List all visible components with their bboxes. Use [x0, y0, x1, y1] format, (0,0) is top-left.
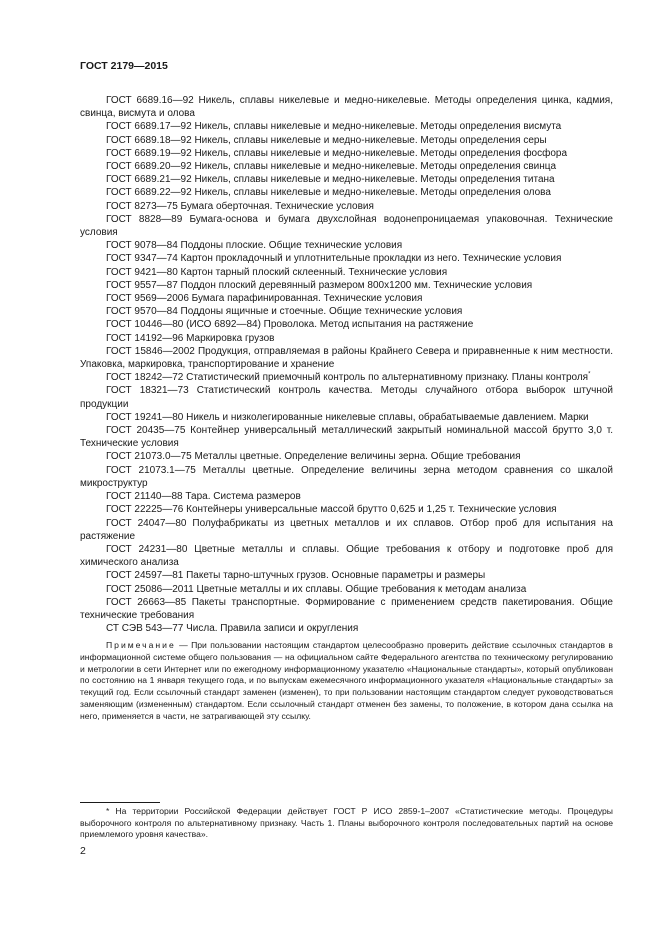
- ref-item: ГОСТ 24231—80 Цветные металлы и сплавы. Общие требования к отбору и подготовке проб для химического анализа: [80, 543, 613, 569]
- ref-item: ГОСТ 6689.22—92 Никель, сплавы никелевые и медно-никелевые. Методы определения олова: [106, 187, 551, 199]
- ref-item: ГОСТ 8828—89 Бумага-основа и бумага двухслойная водонепроницаемая упаковочная. Технические условия: [80, 213, 613, 239]
- footnote: * На территории Российской Федерации действует ГОСТ Р ИСО 2859-1–2007 «Статистические методы. Процедуры выборочного контроля по альтернативному признаку. Часть 1. Планы выборочного контроля последовательных партий на основе приемлемого уровня качества».: [80, 806, 613, 840]
- note-text: — При пользовании настоящим стандартом целесообразно проверить действие ссылочных стандартов в информационной системе общего пользования — на официальном сайте Федерального агентства по техническому регулированию и метрологии в сети Интернет или по ежегодному информационному указателю «Национальные стандарты», который опубликован по состоянию на 1 января текущего года, и по выпускам ежемесячного информационного указателя «Национальные стандарты» за текущий год. Если ссылочный стандарт заменен (изменен), то при пользовании настоящим стандартом следует руководствоваться заменяющим (измененным) стандартом. Если ссылочный стандарт отменен без замены, то положение, в котором дана ссылка на него, применяется в части, не затрагивающей эту ссылку.: [80, 640, 613, 721]
- ref-item: ГОСТ 18321—73 Статистический контроль качества. Методы случайного отбора выборок штучной продукции: [80, 385, 613, 410]
- ref-item: СТ СЭВ 543—77 Числа. Правила записи и округления: [106, 623, 359, 635]
- ref-item: ГОСТ 25086—2011 Цветные металлы и их сплавы. Общие требования к методам анализа: [106, 583, 527, 595]
- ref-item: ГОСТ 9557—87 Поддон плоский деревянный размером 800x1200 мм. Технические условия: [106, 279, 533, 291]
- ref-item: ГОСТ 6689.19—92 Никель, сплавы никелевые и медно-никелевые. Методы определения фосфора: [106, 147, 568, 159]
- page-number: 2: [80, 845, 86, 857]
- ref-item: ГОСТ 8273—75 Бумага оберточная. Технические условия: [106, 200, 374, 212]
- ref-item: ГОСТ 6689.16—92 Никель, сплавы никелевые и медно-никелевые. Методы определения цинка, кадмия, свинца, висмута и олова: [80, 95, 613, 120]
- references-list: [80, 94, 613, 722]
- ref-item: ГОСТ 9078—84 Поддоны плоские. Общие технические условия: [106, 240, 403, 252]
- ref-item: ГОСТ 10446—80 (ИСО 6892—84) Проволока. Метод испытания на растяжение: [106, 319, 474, 331]
- note-label: Примечание: [106, 640, 176, 651]
- ref-item: ГОСТ 20435—75 Контейнер универсальный металлический закрытый номинальной массой брутто 3,0 т. Технические условия: [80, 425, 613, 450]
- ref-item: ГОСТ 26663—85 Пакеты транспортные. Формирование с применением средств пакетирования. Общие технические требования: [80, 596, 613, 621]
- ref-item: ГОСТ 9347—74 Картон прокладочный и уплотнительные прокладки из него. Технические условия: [106, 253, 562, 265]
- ref-item-footnoted: [80, 371, 613, 384]
- ref-item: ГОСТ 9421—80 Картон тарный плоский склеенный. Технические условия: [106, 266, 448, 278]
- ref-item: ГОСТ 6689.21—92 Никель, сплавы никелевые и медно-никелевые. Методы определения титана: [106, 174, 555, 186]
- ref-item: ГОСТ 6689.20—92 Никель, сплавы никелевые и медно-никелевые. Методы определения свинца: [106, 161, 557, 173]
- ref-item: ГОСТ 9570—84 Поддоны ящичные и стоечные. Общие технические условия: [106, 306, 463, 318]
- ref-item: ГОСТ 24047—80 Полуфабрикаты из цветных металлов и их сплавов. Отбор проб для испытания на растяжение: [80, 517, 613, 542]
- footnote-marker: *: [588, 371, 591, 378]
- ref-item: ГОСТ 14192—96 Маркировка грузов: [106, 332, 275, 344]
- ref-item: ГОСТ 15846—2002 Продукция, отправляемая в районы Крайнего Севера и приравненные к ним местности. Упаковка, маркировка, транспортирование и хранение: [80, 345, 613, 371]
- ref-item: ГОСТ 21140—88 Тара. Система размеров: [106, 491, 301, 503]
- note-paragraph: [80, 640, 613, 722]
- ref-item: ГОСТ 19241—80 Никель и низколегированные никелевые сплавы, обрабатываемые давлением. Марки: [106, 411, 589, 423]
- ref-item: ГОСТ 9569—2006 Бумага парафинированная. Технические условия: [106, 293, 423, 305]
- ref-item: ГОСТ 21073.0—75 Металлы цветные. Определение величины зерна. Общие требования: [106, 451, 521, 463]
- ref-item: ГОСТ 21073.1—75 Металлы цветные. Определение величины зерна методом сравнения со шкалой микроструктур: [80, 464, 613, 489]
- ref-item: ГОСТ 22225—76 Контейнеры универсальные массой брутто 0,625 и 1,25 т. Технические условия: [106, 504, 557, 516]
- ref-item: ГОСТ 6689.17—92 Никель, сплавы никелевые и медно-никелевые. Методы определения висмута: [106, 121, 562, 133]
- page-header: ГОСТ 2179—2015: [80, 60, 168, 72]
- ref-item: ГОСТ 6689.18—92 Никель, сплавы никелевые и медно-никелевые. Методы определения серы: [106, 134, 547, 146]
- ref-item: ГОСТ 24597—81 Пакеты тарно-штучных грузов. Основные параметры и размеры: [106, 570, 486, 582]
- ref-text: ГОСТ 18242—72 Статистический приемочный контроль по альтернативному признаку. Планы контроля: [106, 372, 589, 384]
- footnote-divider: [80, 802, 160, 803]
